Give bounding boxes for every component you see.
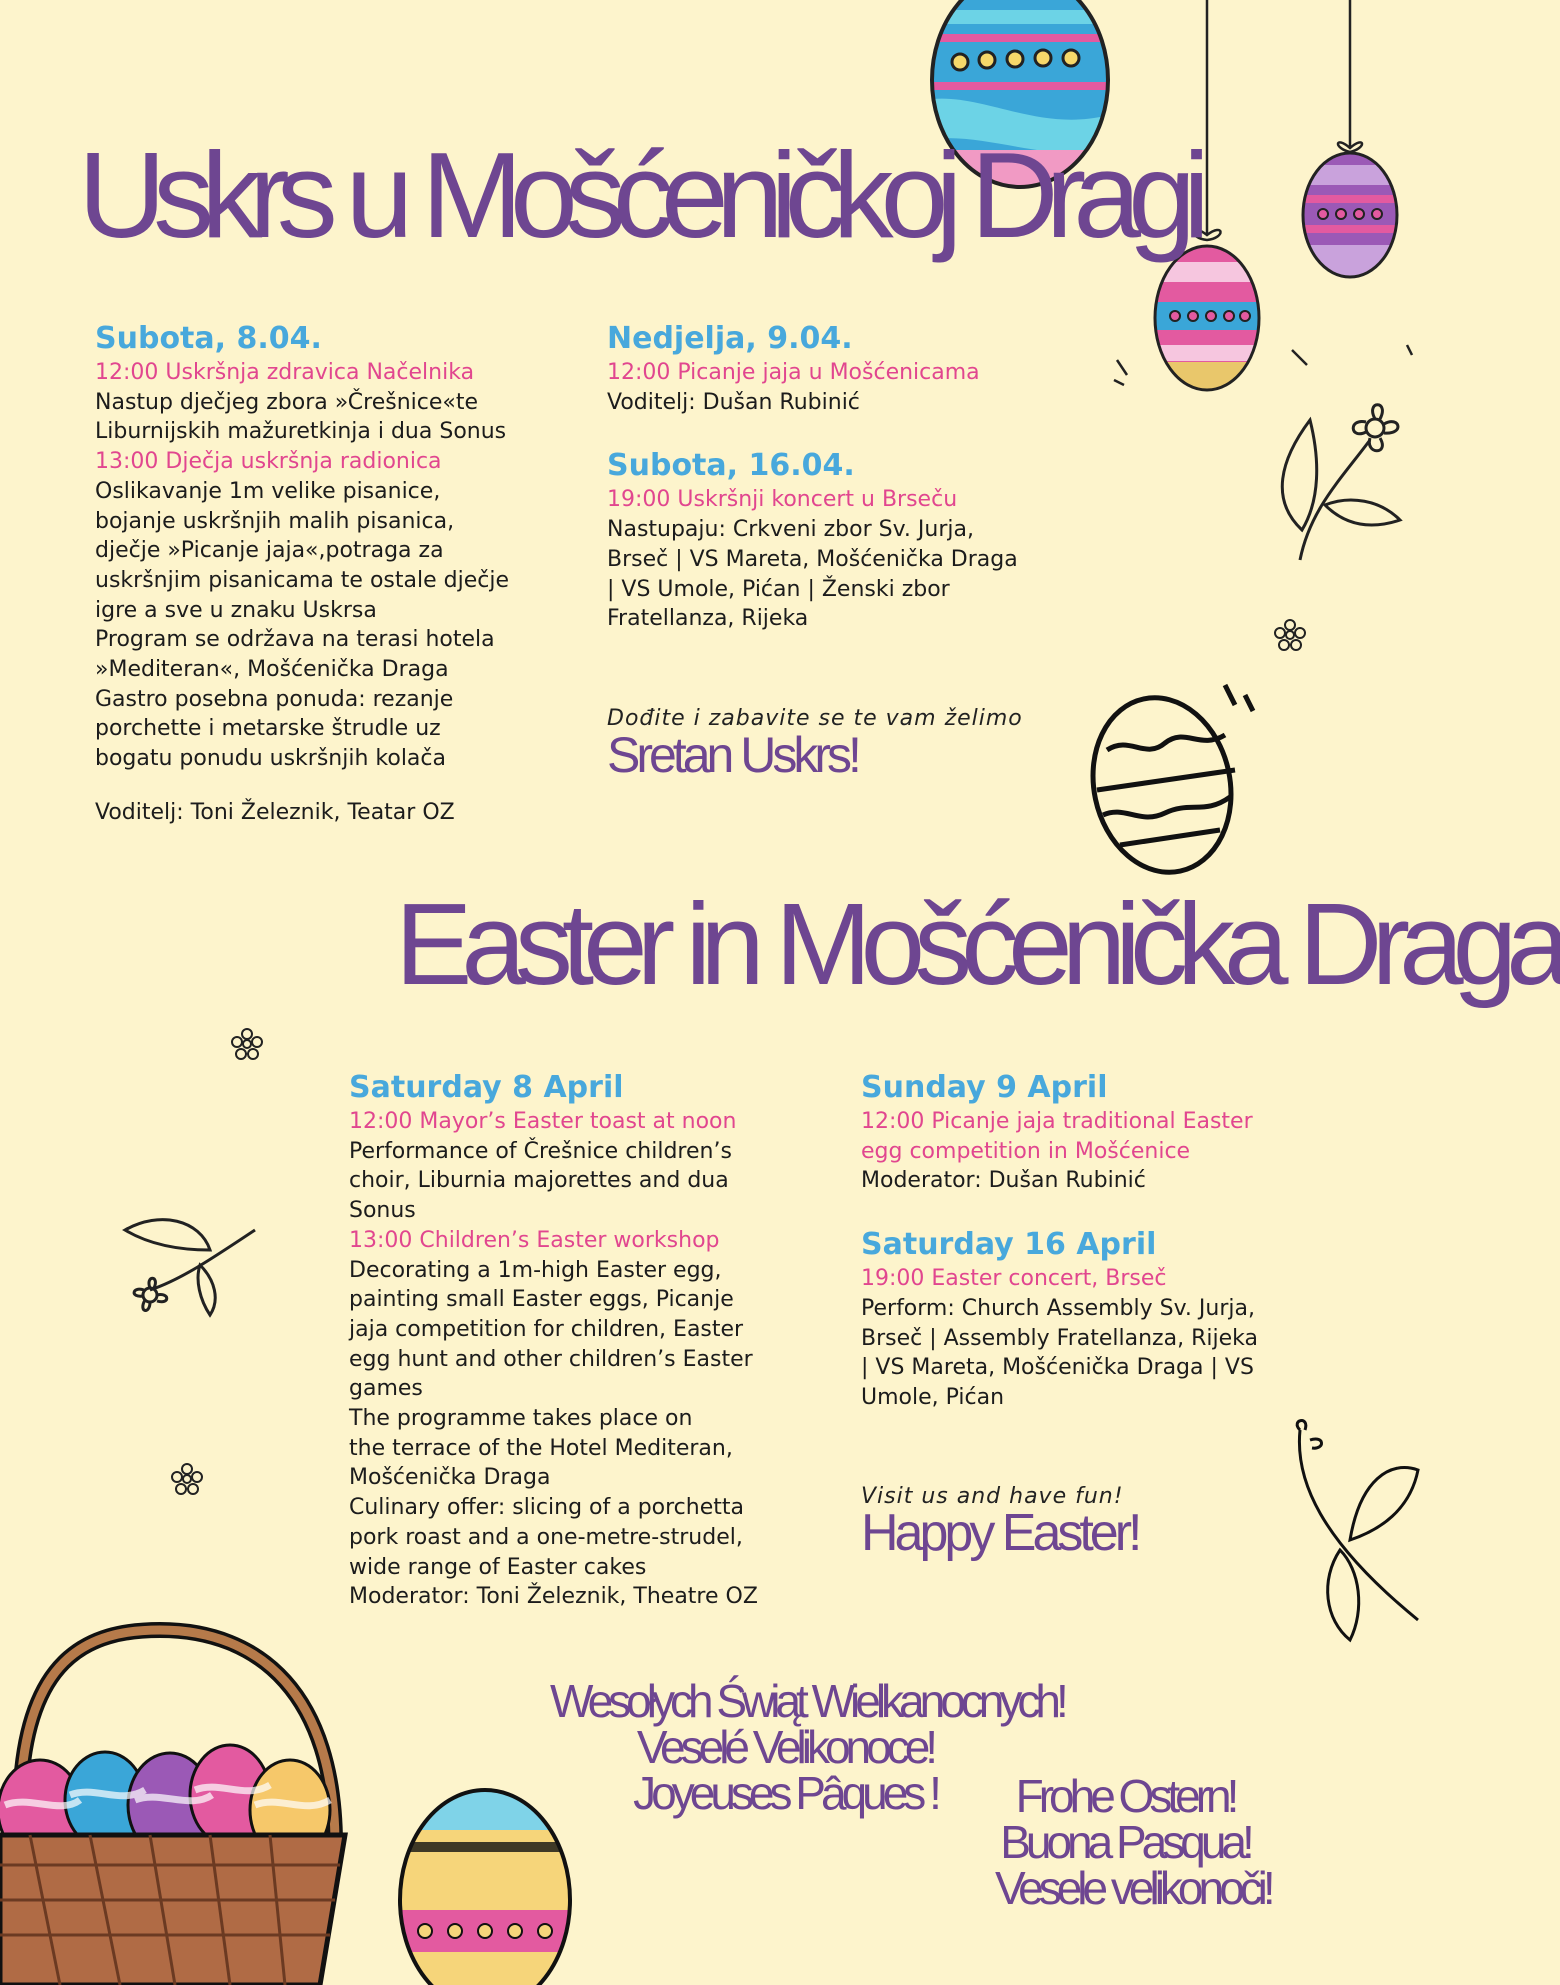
day-heading: Saturday 16 April	[861, 1227, 1157, 1263]
event-detail: bojanje uskršnjih malih pisanica,	[95, 508, 455, 534]
greeting-italian: Buona Pasqua!	[1000, 1816, 1250, 1868]
event-detail: Mošćenička Draga	[349, 1465, 551, 1491]
program-croatian-sunday	[607, 320, 1018, 634]
event-detail: Brseč | Assembly Fratellanza, Rijeka	[861, 1325, 1258, 1351]
event-time-title: 12:00 Uskršnja zdravica Načelnika	[95, 360, 475, 385]
greetings-center	[550, 1675, 1064, 1819]
event-detail: Performance of Črešnice children’s	[349, 1138, 732, 1164]
event-detail: Program se održava na terasi hotela	[95, 627, 495, 653]
event-time-title: 19:00 Uskršnji koncert u Brseču	[607, 487, 958, 513]
greeting-polish: Wesołych Świąt Wielkanocnych!	[550, 1675, 1064, 1727]
greeting-slovenian: Vesele velikonoči!	[995, 1862, 1271, 1914]
program-english-saturday	[349, 1069, 758, 1612]
event-detail: The programme takes place on	[349, 1406, 693, 1432]
invitation-text: Visit us and have fun!	[861, 1484, 1124, 1509]
event-detail: Gastro posebna ponuda: rezanje	[95, 686, 454, 712]
event-detail: Moderator: Toni Železnik, Theatre OZ	[349, 1584, 758, 1610]
page-title-english: Easter in Mošćenička Draga	[395, 879, 1560, 1009]
event-detail: | VS Umole, Pićan | Ženski zbor	[607, 576, 950, 602]
small-flower-icon	[1273, 618, 1307, 652]
line-spacer	[95, 774, 509, 798]
event-detail: porchette i metarske štrudle uz	[95, 716, 441, 742]
easter-wish: Happy Easter!	[861, 1504, 1139, 1562]
event-detail: Voditelj: Toni Železnik, Teatar OZ	[95, 799, 455, 825]
small-flower-icon	[170, 1462, 204, 1496]
event-detail: Nastup dječjeg zbora »Črešnice«te	[95, 389, 479, 415]
event-detail: jaja competition for children, Easter	[349, 1316, 744, 1342]
program-croatian-saturday	[95, 320, 509, 828]
event-detail: Moderator: Dušan Rubinić	[861, 1168, 1146, 1194]
decor-strokes-icon	[1112, 345, 1412, 395]
event-time-title: egg competition in Mošćenice	[861, 1138, 1191, 1164]
event-lines	[607, 358, 1018, 417]
event-detail: Umole, Pićan	[861, 1384, 1005, 1410]
outline-easter-egg-icon	[1085, 665, 1255, 885]
hanging-easter-egg-purple-icon	[1295, 0, 1405, 300]
event-detail: pork roast and a one-metre-strudel,	[349, 1524, 743, 1550]
easter-wish: Sretan Uskrs!	[607, 727, 858, 783]
leaf-branch-icon	[120, 1210, 260, 1320]
event-time-title: 12:00 Picanje jaja traditional Easter	[861, 1109, 1253, 1134]
event-lines	[349, 1107, 758, 1612]
event-lines	[607, 485, 1018, 634]
event-detail: »Mediteran«, Mošćenička Draga	[95, 657, 449, 683]
event-detail: bogatu ponudu uskršnjih kolača	[95, 746, 446, 772]
event-detail: Voditelj: Dušan Rubinić	[607, 389, 860, 415]
event-detail: Brseč | VS Mareta, Mošćenička Draga	[607, 546, 1018, 572]
event-time-title: 19:00 Easter concert, Brseč	[861, 1266, 1167, 1292]
event-detail: games	[349, 1376, 423, 1402]
event-detail: wide range of Easter cakes	[349, 1554, 647, 1580]
event-detail: Sonus	[349, 1198, 416, 1224]
event-detail: igre a sve u znaku Uskrsa	[95, 597, 377, 623]
event-detail: choir, Liburnia majorettes and dua	[349, 1168, 729, 1194]
event-detail: egg hunt and other children’s Easter	[349, 1346, 753, 1372]
event-detail: Nastupaju: Crkveni zbor Sv. Jurja,	[607, 517, 974, 543]
event-lines	[95, 358, 509, 828]
greeting-french: Joyeuses Pâques !	[633, 1767, 937, 1819]
event-detail: dječje »Picanje jaja«,potraga za	[95, 538, 444, 564]
event-time-title: 12:00 Mayor’s Easter toast at noon	[349, 1109, 737, 1134]
event-detail: painting small Easter eggs, Picanje	[349, 1287, 734, 1313]
page-title-croatian: Uskrs u Mošćeničkoj Dragi	[78, 127, 1198, 263]
greetings-right	[995, 1770, 1271, 1914]
event-detail: Decorating a 1m-high Easter egg,	[349, 1257, 722, 1283]
greeting-czech: Veselé Velikonoce!	[636, 1721, 934, 1773]
program-english-sunday	[861, 1069, 1258, 1413]
easter-basket-icon	[0, 1595, 350, 1985]
small-flower-icon	[230, 1027, 264, 1061]
event-detail: Oslikavanje 1m velike pisanice,	[95, 478, 441, 504]
flower-branch-icon	[1270, 400, 1410, 570]
day-heading: Sunday 9 April	[861, 1070, 1108, 1105]
day-heading: Saturday 8 April	[349, 1070, 624, 1105]
event-detail: uskršnjim pisanicama te ostale dječje	[95, 567, 509, 593]
event-lines	[861, 1264, 1258, 1413]
event-time-title: 13:00 Dječja uskršnja radionica	[95, 449, 442, 475]
event-detail: Fratellanza, Rijeka	[607, 606, 809, 632]
event-time-title: 12:00 Picanje jaja u Mošćenicama	[607, 360, 980, 385]
day-heading: Nedjelja, 9.04.	[607, 321, 853, 356]
greeting-german: Frohe Ostern!	[1015, 1770, 1235, 1822]
day-heading: Subota, 8.04.	[95, 321, 322, 356]
event-detail: Perform: Church Assembly Sv. Jurja,	[861, 1295, 1255, 1321]
flower-stem-icon	[1280, 1420, 1418, 1670]
event-lines	[861, 1107, 1258, 1196]
day-heading: Subota, 16.04.	[607, 448, 855, 484]
event-time-title: 13:00 Children’s Easter workshop	[349, 1227, 720, 1253]
event-detail: Liburnijskih mažuretkinja i dua Sonus	[95, 419, 507, 445]
event-detail: the terrace of the Hotel Mediteran,	[349, 1435, 733, 1461]
invitation-text: Dođite i zabavite se te vam želimo	[607, 706, 1023, 731]
event-detail: | VS Mareta, Mošćenička Draga | VS	[861, 1355, 1254, 1381]
event-detail: Culinary offer: slicing of a porchetta	[349, 1495, 744, 1521]
